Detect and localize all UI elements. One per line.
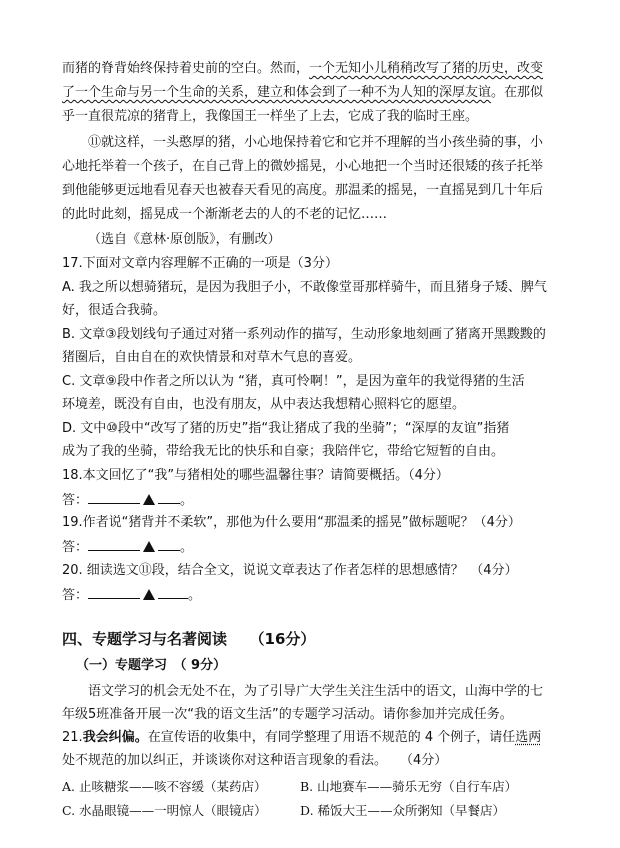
section-4-heading: 四、专题学习与名著阅读 （16分） [62, 630, 316, 648]
q17-option-b-line-1: B. 文章③段划线句子通过对猪一系列动作的描写，生动形象地刻画了猪离开黑黢黢的 [62, 327, 546, 342]
q20-answer-line: 答： 。 [62, 588, 202, 603]
paragraph-11-line-4: 的此时此刻，摇晃成一个渐渐老去的人的不老的记忆…… [62, 207, 388, 222]
q17-option-b-line-2: 猪圈后，自由自在的欢快情景和对草木气息的喜爱。 [62, 350, 362, 365]
underlined-sentence-part2: 了一个生命与另一个生命的关系，建立和体会到了一种不为人知的深厚友谊 [62, 85, 492, 100]
source-citation: （选自《意林·原创版》，有删改） [88, 232, 281, 247]
passage-line-3: 乎一直很荒凉的猪背上，我像国王一样坐了上去，它成了我的临时王座。 [62, 109, 479, 124]
q17-option-c-line-2: 环境差，既没有自由，也没有朋友，从中表达我想精心照料它的愿望。 [62, 397, 466, 412]
q17-option-d-line-2: 成为了我的坐骑，带给我无比的快乐和自豪；我陪伴它，带给它短暂的自由。 [62, 444, 505, 459]
q17-option-a-line-2: 好，很适合我骑。 [62, 303, 167, 318]
q21-option-d: D. 稀饭大王——众所粥知（早餐店） [300, 803, 506, 818]
triangle-icon [143, 589, 155, 600]
passage-line-1: 而猪的脊背始终保持着史前的空白。然而，一个无知小儿稍稍改写了猪的历史，改变 [62, 61, 544, 76]
question-19: 19.作者说“猪背并不柔软”，那他为什么要用“那温柔的摇晃”做标题呢？（4分） [62, 515, 521, 530]
question-21-line-1: 21.我会纠偏。在宣传语的收集中，有同学整理了用语不规范的 4 个例子，请任选两 [62, 730, 542, 745]
paragraph-11-line-3: 到他能够更远地看见春天也被春天看见的高度。那温柔的摇晃，一直摇晃到几十年后 [62, 183, 544, 198]
q21-option-a: A. 止咳糖浆——咳不容缓（某药店） [62, 779, 267, 794]
q21-option-b: B. 山地赛车——骑乐无穷（自行车店） [300, 779, 518, 794]
q17-option-c-line-1: C. 文章⑨段中作者之所以认为 “猪，真可怜啊！”，是因为童年的我觉得猪的生活 [62, 374, 525, 389]
question-20: 20. 细读选文⑪段，结合全文，说说文章表达了作者怎样的思想感情？ （4分） [62, 563, 518, 578]
subsection-1-heading: （一）专题学习 （ 9分） [76, 658, 227, 673]
paragraph-11-line-1: ⑪就这样，一头憨厚的猪，小心地保持着它和它并不理解的当小孩坐骑的事，小 [88, 135, 544, 150]
underlined-sentence-part1: 一个无知小儿稍稍改写了猪的历史，改变 [309, 61, 544, 76]
q19-answer-line: 答： 。 [62, 540, 194, 555]
question-21-line-2: 处不规范的加以纠正，并谈谈你对这种语言现象的看法。 （4分） [62, 753, 448, 768]
q21-option-c: C. 水晶眼镜——一明惊人（眼镜店） [62, 803, 267, 818]
triangle-icon [143, 541, 155, 552]
passage-line-2: 了一个生命与另一个生命的关系，建立和体会到了一种不为人知的深厚友谊。在那似 [62, 85, 544, 100]
intro-line-1: 语文学习的机会无处不在，为了引导广大学生关注生活中的语文，山海中学的七 [88, 684, 544, 699]
q21-task-title: 我会纠偏。 [82, 730, 148, 745]
intro-line-2: 年级5班准备开展一次“我的语文生活”的专题学习活动。请你参加并完成任务。 [62, 707, 513, 722]
triangle-icon [143, 494, 155, 505]
q17-option-d-line-1: D. 文中⑩段中“改写了猪的历史”指“我让猪成了我的坐骑”；“深厚的友谊”指猪 [62, 421, 510, 436]
question-18: 18.本文回忆了“我”与猪相处的哪些温馨往事？请简要概括。（4分） [62, 468, 449, 483]
question-17: 17.下面对文章内容理解不正确的一项是（3分） [62, 256, 338, 271]
q18-answer-line: 答： 。 [62, 493, 194, 508]
q17-option-a-line-1: A. 我之所以想骑猪玩，是因为我胆子小，不敢像堂哥那样骑牛，而且猪身子矮、脾气 [62, 280, 547, 295]
paragraph-11-line-2: 心地托举着一个孩子，在自己背上的微妙摇晃，小心地把一个当时还很矮的孩子托举 [62, 159, 544, 174]
